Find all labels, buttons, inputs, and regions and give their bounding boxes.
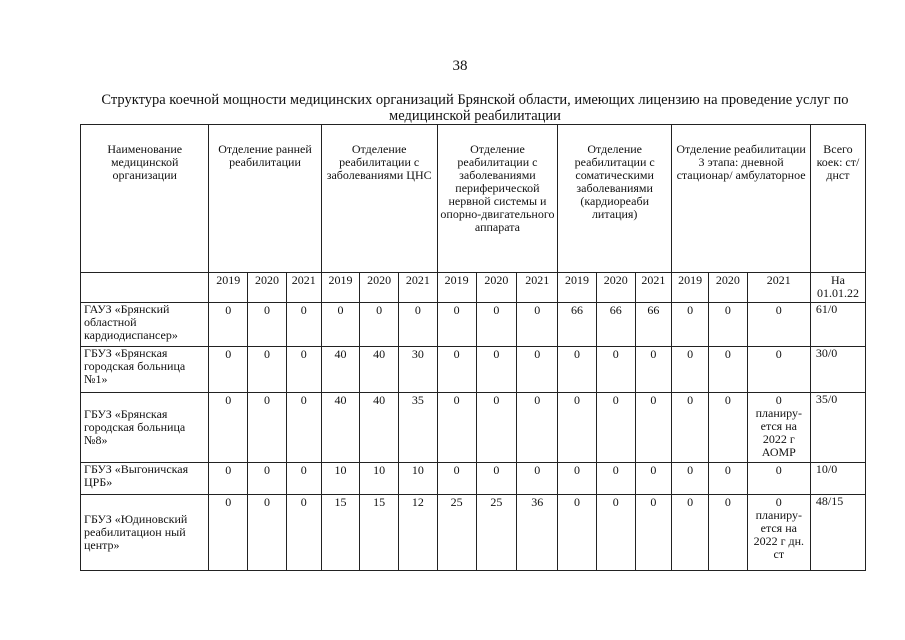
value-cell: 25 [476,495,517,571]
organization-name-cell: ГБУЗ «Брянская городская больница №1» [81,347,209,393]
value-cell: 0 [476,393,517,463]
year-cell: 2021 [747,273,810,303]
value-cell: 0 [558,393,597,463]
year-cell: 2019 [672,273,709,303]
planned-note: планиру-ется на 2022 г АОМР [755,406,802,459]
value-cell: 0 [596,393,635,463]
value-cell: 0 [286,463,321,495]
total-date-cell: На 01.01.22 [810,273,865,303]
group-header-somatic-rehab: Отделение реабилитации с соматическими заболеваниями (кардиореаби литация) [558,125,672,273]
value-cell: 40 [360,393,399,463]
value-cell: 0 [558,463,597,495]
total-column-header: Всего коек: ст/днст [810,125,865,273]
value-cell: 0 [517,303,558,347]
value-cell: 0 [286,303,321,347]
year-cell: 2020 [596,273,635,303]
page-number: 38 [452,58,468,74]
value-cell: 0 [209,495,248,571]
value-cell: 0 [558,347,597,393]
bed-capacity-table [80,124,866,571]
total-beds-cell: 35/0 [810,393,865,463]
value-cell: 0 [672,303,709,347]
value-cell: 0 [558,495,597,571]
name-column-header: Наименование медицинской организации [81,125,209,273]
value-cell: 0 [286,393,321,463]
year-cell: 2021 [286,273,321,303]
group-header-early-rehab: Отделение ранней реабилитации [209,125,321,273]
value-cell: 0 [209,463,248,495]
table-body [81,303,866,571]
value-cell: 0 [708,393,747,463]
value-cell: 66 [596,303,635,347]
value-cell: 10 [360,463,399,495]
value-cell: 0 [437,393,476,463]
organization-name-cell: ГБУЗ «Брянская городская больница №8» [81,393,209,463]
value-cell: 0 [708,495,747,571]
value-cell: 0 [596,347,635,393]
organization-name-cell: ГАУЗ «Брянский областной кардиодиспансер» [81,303,209,347]
value-cell: 0 [248,393,287,463]
value-cell: 0 [321,303,360,347]
value-cell: 40 [360,347,399,393]
value-cell: 0 [747,303,810,347]
value-cell: 0 [399,303,438,347]
value-cell: 0 [747,463,810,495]
value-cell: 0 [286,347,321,393]
value-cell: 0 [672,393,709,463]
years-row-spacer [81,273,209,303]
value-cell: 66 [635,303,672,347]
table-row [81,393,866,463]
header-row [81,125,866,273]
value-text: 0 [775,495,782,509]
total-beds-cell: 10/0 [810,463,865,495]
value-cell: 0 [209,303,248,347]
value-cell: 0 [476,463,517,495]
value-cell: 0 [517,463,558,495]
value-cell: 0 [476,347,517,393]
year-cell: 2019 [209,273,248,303]
value-cell: 35 [399,393,438,463]
year-cell: 2020 [360,273,399,303]
value-cell: 0 [248,303,287,347]
value-cell: 0 [437,303,476,347]
value-cell: 0 [635,495,672,571]
value-cell [747,495,810,571]
total-beds-cell: 48/15 [810,495,865,571]
value-cell: 0 [672,347,709,393]
value-cell: 0 [248,495,287,571]
value-cell: 66 [558,303,597,347]
table-row [81,303,866,347]
year-cell: 2021 [517,273,558,303]
value-cell: 0 [248,463,287,495]
value-cell: 0 [635,347,672,393]
year-cell: 2020 [476,273,517,303]
total-beds-cell: 30/0 [810,347,865,393]
value-cell: 0 [248,347,287,393]
value-cell: 0 [476,303,517,347]
group-header-cns-rehab: Отделение реабилитации с заболеваниями ЦНС [321,125,437,273]
value-cell: 0 [747,347,810,393]
value-cell: 12 [399,495,438,571]
value-cell [747,393,810,463]
year-cell: 2021 [635,273,672,303]
value-cell: 0 [708,463,747,495]
value-cell: 0 [672,495,709,571]
value-text: 0 [775,393,782,407]
year-cell: 2019 [321,273,360,303]
value-cell: 0 [708,303,747,347]
organization-name-cell: ГБУЗ «Юдиновский реабилитацион ный центр» [81,495,209,571]
value-cell: 10 [321,463,360,495]
value-cell: 40 [321,347,360,393]
value-cell: 25 [437,495,476,571]
table-row [81,495,866,571]
value-cell: 36 [517,495,558,571]
value-cell: 0 [596,495,635,571]
value-cell: 40 [321,393,360,463]
group-header-stage3-rehab: Отделение реабилитации 3 этапа: дневной стационар/ амбулаторное [672,125,811,273]
planned-note: планиру-ется на 2022 г дн. ст [753,508,805,561]
years-row [81,273,866,303]
value-cell: 0 [209,393,248,463]
value-cell: 15 [360,495,399,571]
value-cell: 10 [399,463,438,495]
document-title: Структура коечной мощности медицинских организаций Брянской области, имеющих лицензию на проведение услуг по медицинской реабилитации [101,92,849,124]
organization-name-cell: ГБУЗ «Выгоничская ЦРБ» [81,463,209,495]
value-cell: 0 [517,347,558,393]
value-cell: 0 [517,393,558,463]
year-cell: 2019 [558,273,597,303]
value-cell: 30 [399,347,438,393]
table-row [81,347,866,393]
year-cell: 2019 [437,273,476,303]
group-header-pns-rehab: Отделение реабилитации с заболеваниями периферической нервной системы и опорно-двигательного аппарата [437,125,557,273]
value-cell: 0 [672,463,709,495]
total-beds-cell: 61/0 [810,303,865,347]
value-cell: 0 [635,463,672,495]
table-row [81,463,866,495]
value-cell: 0 [635,393,672,463]
year-cell: 2020 [708,273,747,303]
value-cell: 0 [286,495,321,571]
value-cell: 0 [437,347,476,393]
value-cell: 0 [437,463,476,495]
value-cell: 0 [596,463,635,495]
value-cell: 0 [360,303,399,347]
value-cell: 15 [321,495,360,571]
year-cell: 2020 [248,273,287,303]
value-cell: 0 [708,347,747,393]
value-cell: 0 [209,347,248,393]
year-cell: 2021 [399,273,438,303]
